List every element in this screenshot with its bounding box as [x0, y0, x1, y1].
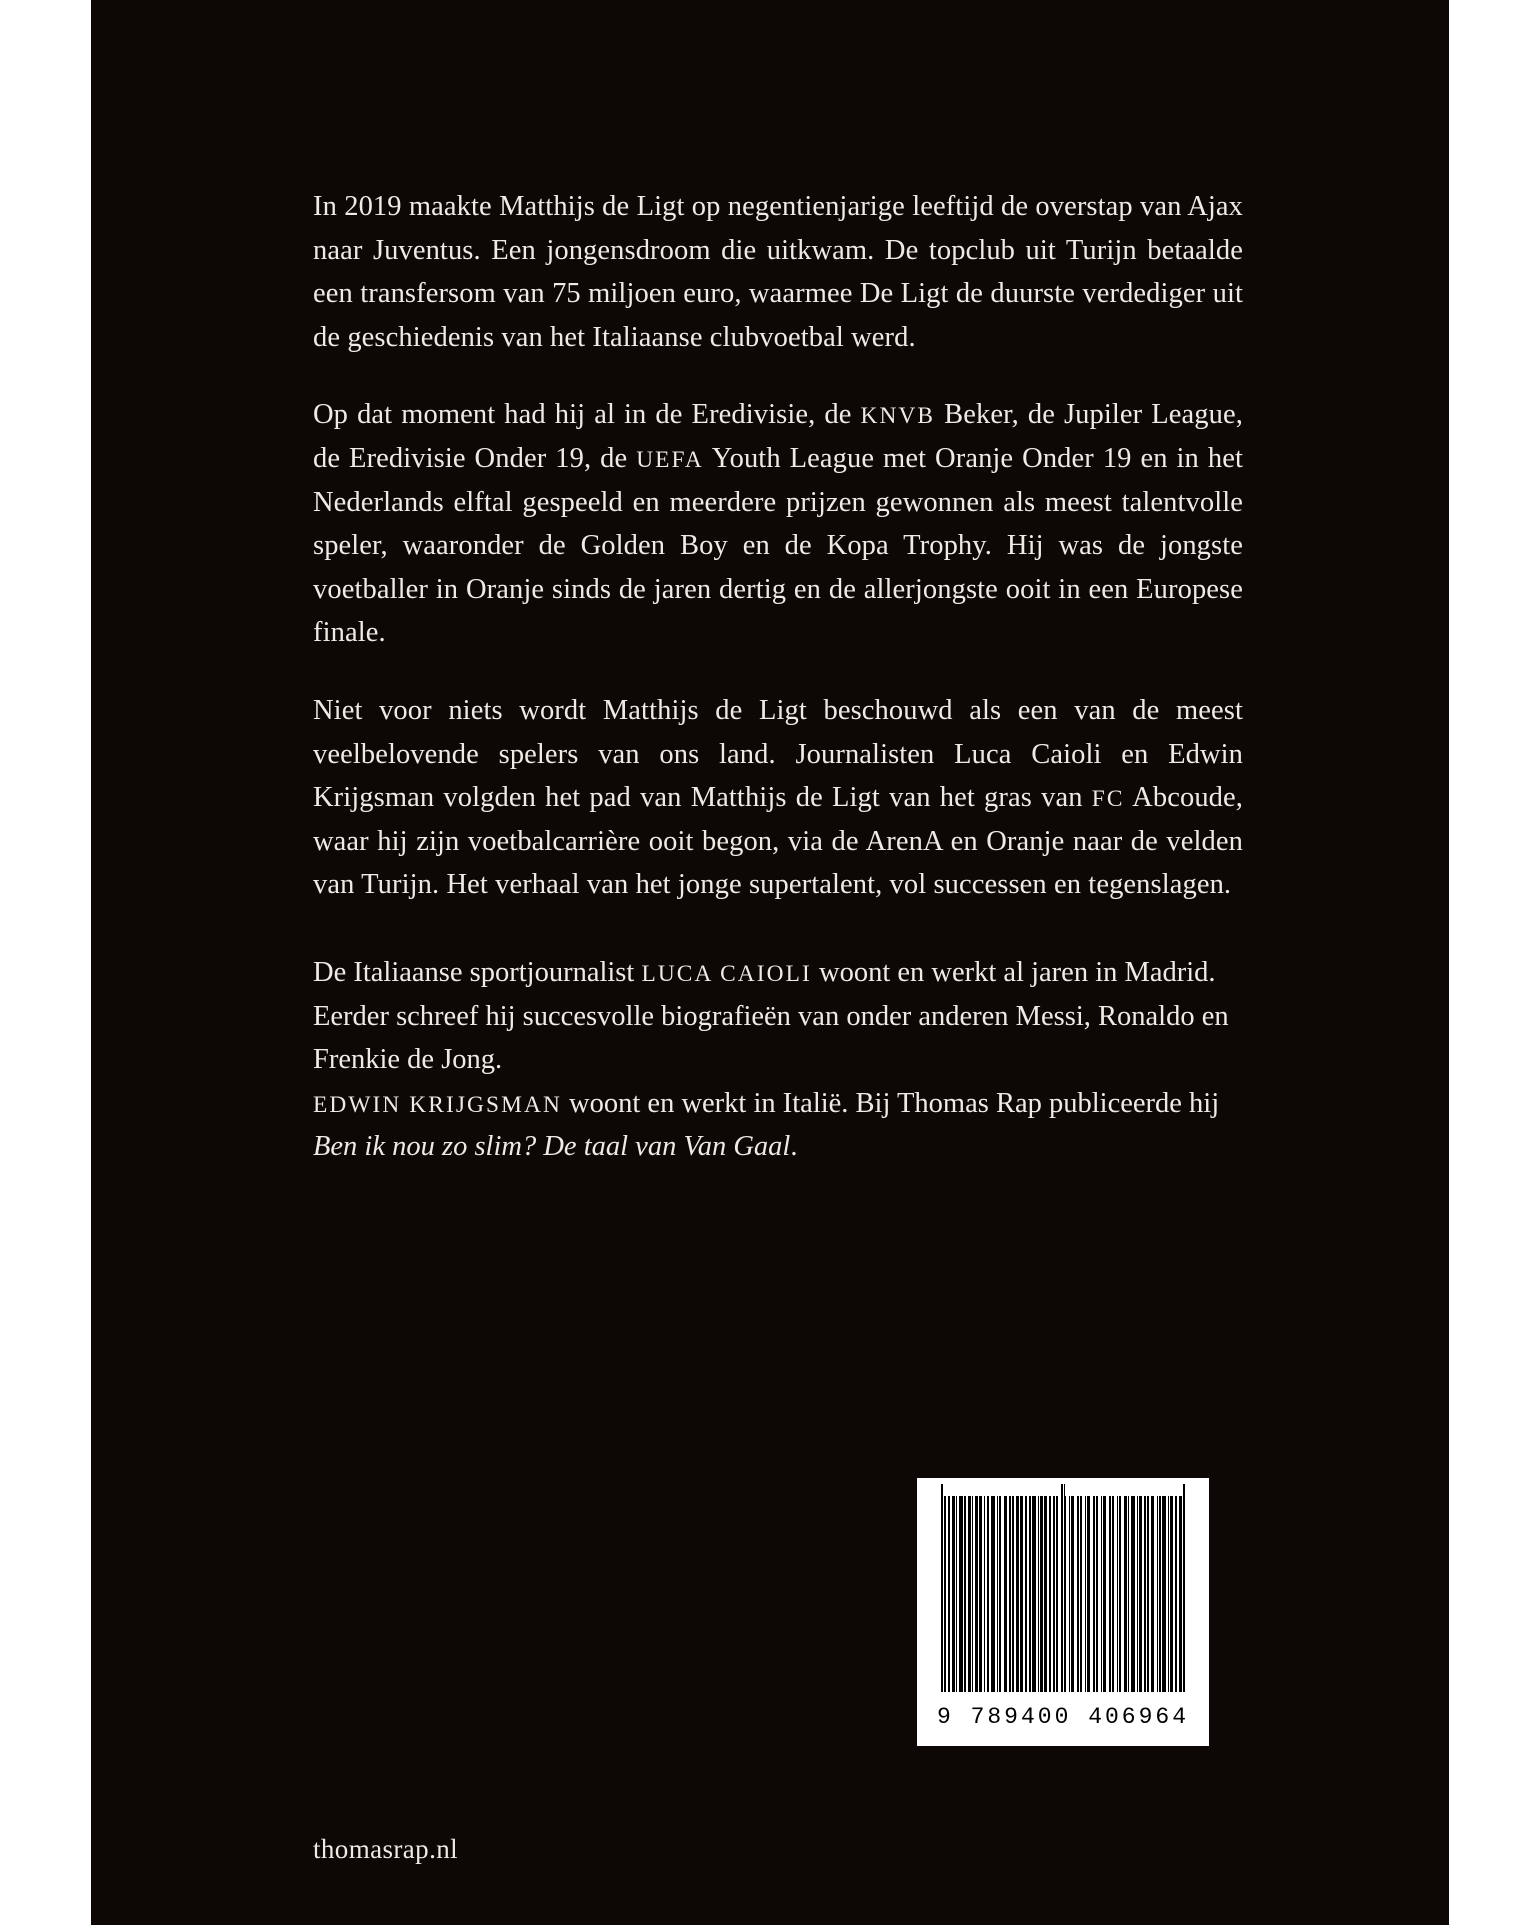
small-caps-run: FC	[1091, 786, 1125, 813]
small-caps-run: KNVB	[860, 403, 936, 430]
text-run: Abcoude, waar hij zijn voetbalcarrière ooit begon, via de ArenA en Oranje naar de velden van Turijn. Het verhaal van het jonge supertalent, vol successen en tegenslagen.	[313, 782, 1243, 901]
small-caps-run: LUCA CAIOLI	[641, 960, 812, 987]
blurb-paragraph	[313, 185, 1243, 359]
text-run: Niet voor niets wordt Matthijs de Ligt beschouwd als een van de meest veelbelovende spelers van ons land. Journalisten Luca Caioli en Edwin Krijgsman volgden het pad van Matthijs de Ligt van het gras van	[313, 694, 1243, 814]
blurb-paragraph	[313, 393, 1243, 655]
isbn-number: 9 789400 406964	[936, 1704, 1190, 1730]
italic-title-run: Ben ik nou zo slim? De taal van Van Gaal	[313, 1131, 791, 1163]
blurb-paragraph	[313, 689, 1243, 907]
small-caps-run: UEFA	[636, 446, 704, 473]
publisher-website: thomasrap.nl	[313, 1834, 459, 1864]
author-bio-line	[313, 1082, 1243, 1169]
text-run: Beker, de Jupiler League, de Eredivisie Onder 19, de	[313, 399, 1243, 474]
text-run: In 2019 maakte Matthijs de Ligt op negentienjarige leeftijd de overstap van Ajax naar Juventus. Een jongensdroom die uitkwam. De topclub uit Turijn betaalde een transfersom van 75 miljoen euro, waarmee De Ligt de duurste verdediger uit de geschiedenis van het Italiaanse clubvoetbal werd.	[313, 191, 1243, 353]
blurb-text	[313, 185, 1243, 1169]
barcode-bars	[941, 1496, 1187, 1692]
text-run: Youth League met Oranje Onder 19 en in het Nederlands elftal gespeeld en meerdere prijzen gewonnen als meest talentvolle speler, waaronder de Golden Boy en de Kopa Trophy. Hij was de jongste voetballer in Oranje sinds de jaren dertig en de allerjongste ooit in een Europese finale.	[313, 442, 1243, 649]
author-bio-block	[313, 951, 1243, 1169]
text-run: woont en werkt in Italië. Bij Thomas Rap publiceerde hij	[561, 1087, 1220, 1119]
back-cover	[91, 0, 1449, 1925]
text-run: Op dat moment had hij al in de Eredivisie, de	[313, 399, 861, 431]
small-caps-run: EDWIN KRIJGSMAN	[313, 1091, 562, 1118]
isbn-barcode	[917, 1478, 1209, 1746]
barcode-bar	[1184, 1484, 1185, 1692]
text-run: .	[790, 1131, 798, 1163]
text-run: woont en werkt al jaren in Madrid. Eerder schreef hij succesvolle biografieën van onder anderen Messi, Ronaldo en Frenkie de Jong.	[313, 956, 1229, 1076]
author-bio-line	[313, 951, 1243, 1082]
text-run: De Italiaanse sportjournalist	[313, 956, 642, 988]
